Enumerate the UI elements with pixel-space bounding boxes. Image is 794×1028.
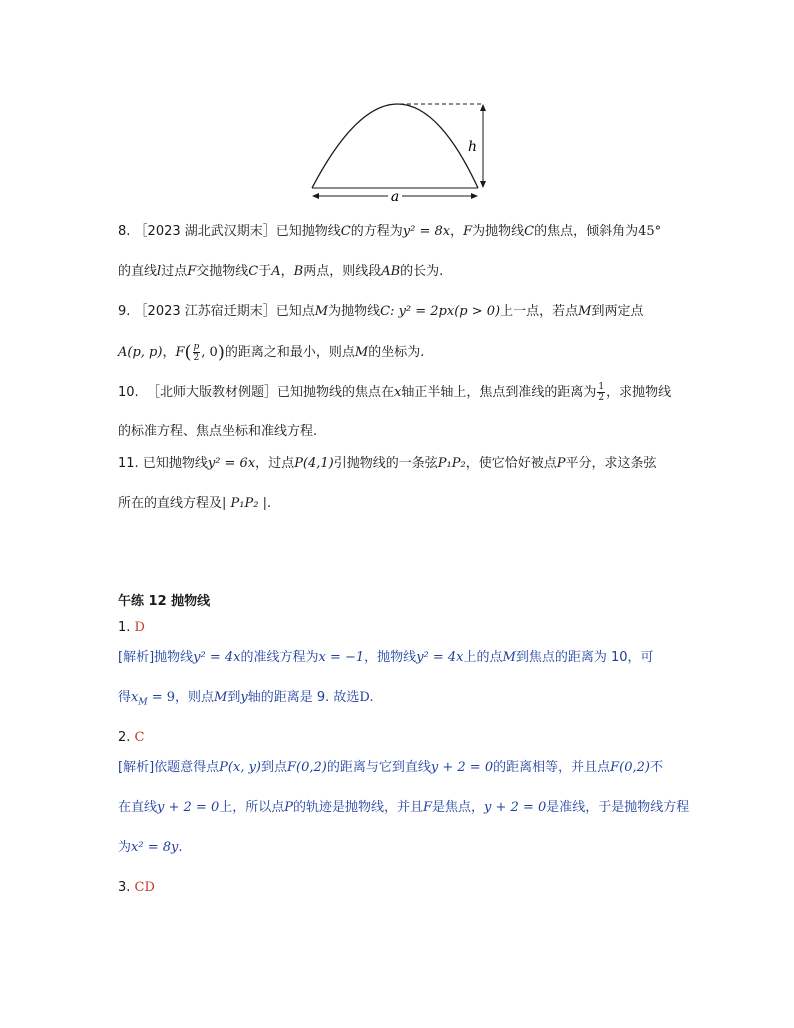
answer-3-choice: 3. CD (118, 880, 155, 895)
problem-10-line-2: 的标准方程、焦点坐标和准线方程. (118, 424, 318, 439)
problem-8-line-2: 的直线l过点F交抛物线C于A，B两点，则线段AB的长为. (118, 264, 444, 279)
problem-8-line-1: 8. ［2023 湖北武汉期末］已知抛物线C的方程为y² = 8x，F为抛物线C的焦点，倾斜角为45° (118, 224, 662, 239)
problem-9-line-1: 9. ［2023 江苏宿迁期末］已知点M为抛物线C: y² = 2px(p > 0)上一点，若点M到两定点 (118, 304, 644, 319)
answer-2-line-3: 为x² = 8y. (118, 840, 183, 855)
answer-2-line-2: 在直线y + 2 = 0上，所以点P的轨迹是抛物线，并且F是焦点，y + 2 = 0是准线，于是抛物线方程 (118, 800, 690, 815)
problem-11-line-2: 所在的直线方程及| P₁P₂ |. (118, 496, 272, 511)
label-a: a (390, 189, 400, 205)
fraction-p-over-2: $\frac{p}{2}$ (193, 342, 200, 363)
answer-2-choice: 2. C (118, 730, 145, 745)
section-title: 午练 12 抛物线 (118, 594, 211, 609)
parabola-figure (300, 96, 500, 206)
parabola-curve (312, 104, 478, 188)
height-arrow-top (480, 104, 486, 111)
height-arrow-bottom (480, 181, 486, 188)
answer-1-line-2: 得$x_M = 9$，则点M到y轴的距离是 9. 故选D. (118, 690, 374, 708)
problem-11-line-1: 11. 已知抛物线y² = 6x，过点P(4,1)引抛物线的一条弦P₁P₂，使它恰好被点P平分，求这条弦 (118, 456, 657, 471)
answer-2-line-1: [解析]依题意得点P(x, y)到点F(0,2)的距离与它到直线y + 2 = 0的距离相等，并且点F(0,2)不 (118, 760, 663, 775)
problem-9-line-2: A(p, p)，F( $\frac{p}{2}$ , 0)的距离之和最小，则点M的坐标为. (118, 342, 425, 363)
problem-10-line-1: 10. ［北师大版教材例题］已知抛物线的焦点在x轴正半轴上，焦点到准线的距离为 $\frac{1}{2}$ ，求抛物线 (118, 382, 672, 403)
answer-1-line-1: [解析]抛物线y² = 4x的准线方程为x = −1，抛物线y² = 4x上的点M到焦点的距离为 10，可 (118, 650, 654, 665)
fraction-one-half: $\frac{1}{2}$ (598, 382, 605, 403)
width-arrow-right (471, 193, 478, 199)
answer-1-choice: 1. D (118, 620, 145, 635)
width-arrow-left (312, 193, 319, 199)
label-h: h (467, 139, 477, 155)
